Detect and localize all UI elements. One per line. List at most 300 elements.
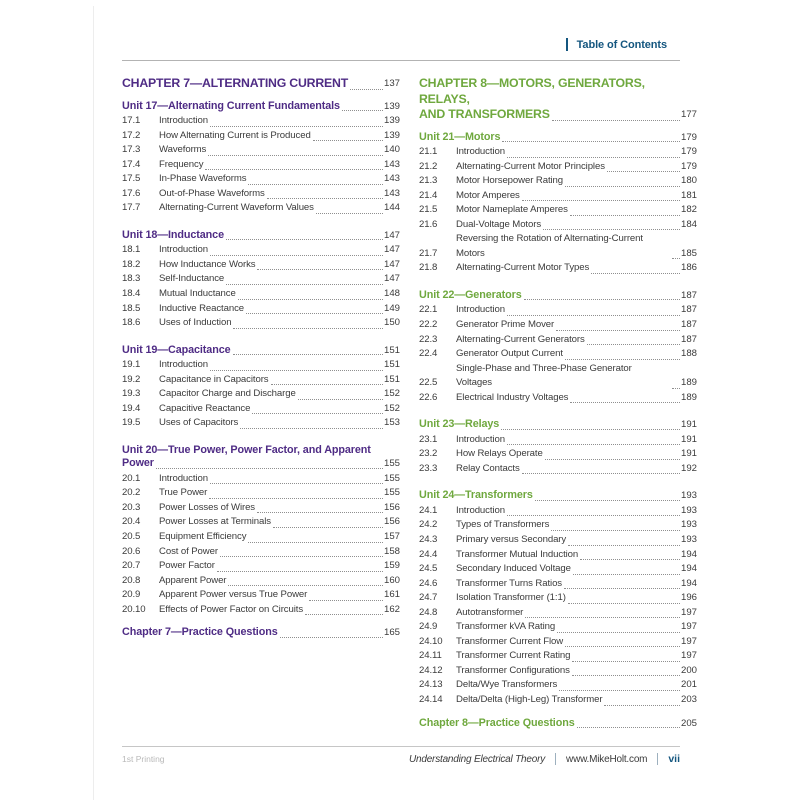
toc-entry-item [419, 318, 697, 333]
entry-title: Unit 22—Generators [419, 288, 522, 301]
entry-title: Motor Nameplate Amperes [456, 204, 568, 216]
toc-entry-item [122, 486, 400, 501]
toc-entry-item [419, 261, 697, 276]
entry-title: Unit 17—Alternating Current Fundamentals [122, 99, 340, 112]
toc-entry-item [122, 373, 400, 388]
toc-entry-item [419, 391, 697, 406]
entry-page-number: 147 [383, 273, 400, 285]
entry-number: 24.8 [419, 606, 438, 618]
entry-number: 17.1 [122, 115, 141, 126]
dot-leader [267, 198, 383, 199]
dot-leader [543, 229, 680, 230]
entry-page-number: 187 [680, 304, 697, 316]
entry-page-number: 182 [680, 204, 697, 216]
entry-title: How Alternating Current is Produced [159, 129, 311, 141]
entry-page-number: 193 [680, 519, 697, 531]
dot-leader [316, 213, 383, 214]
entry-page-number: 139 [383, 100, 400, 112]
entry-page-number: 194 [680, 577, 697, 589]
toc-entry-item [419, 232, 697, 261]
entry-number: 21.8 [419, 262, 438, 274]
dot-leader [568, 545, 680, 546]
page-edge-line [93, 6, 94, 800]
toc-entry-item [419, 562, 697, 577]
entry-number: 20.4 [122, 516, 141, 528]
entry-page-number: 205 [680, 717, 697, 729]
entry-page-number: 192 [680, 462, 697, 474]
toc-entry-item [122, 416, 400, 431]
toc-entry-item [122, 258, 400, 273]
toc-entry-unit [419, 289, 697, 303]
dot-leader [233, 354, 383, 355]
entry-number: 24.7 [419, 592, 438, 604]
entry-number: 24.1 [419, 504, 438, 516]
entry-title: Primary versus Secondary [456, 533, 567, 545]
entry-title: Delta/Delta (High-Leg) Transformer [456, 694, 603, 705]
entry-number: 18.2 [122, 258, 141, 270]
dot-leader [233, 328, 383, 329]
entry-title: Introduction [456, 304, 505, 316]
toc-entry-practice [122, 626, 400, 640]
entry-page-number: 149 [383, 302, 400, 314]
entry-title: Relay Contacts [456, 462, 520, 474]
entry-number: 22.5 [419, 377, 438, 389]
entry-page-number: 143 [383, 158, 400, 170]
entry-page-number: 191 [680, 433, 697, 445]
dot-leader [524, 299, 680, 300]
entry-page-number: 156 [383, 501, 400, 513]
entry-page-number: 193 [680, 504, 697, 516]
entry-number: 24.14 [419, 694, 443, 705]
entry-page-number: 194 [680, 563, 697, 575]
entry-page-number: 152 [383, 402, 400, 414]
toc-entry-item [122, 530, 400, 545]
toc-column-left [122, 76, 400, 640]
toc-entry-item [419, 218, 697, 233]
entry-title: How Relays Operate [456, 448, 543, 460]
toc-entry-item [122, 358, 400, 373]
toc-entry-item [419, 347, 697, 362]
entry-page-number: 147 [383, 229, 400, 241]
entry-number: 17.5 [122, 173, 141, 185]
entry-title: Secondary Induced Voltage [456, 563, 571, 575]
entry-number: 24.13 [419, 679, 443, 691]
toc-entry-item [122, 272, 400, 287]
dot-leader [525, 617, 680, 618]
toc-entry-item [122, 387, 400, 402]
toc-entry-unit [419, 131, 697, 145]
entry-number: 20.7 [122, 560, 141, 572]
entry-title: Transformer Configurations [456, 664, 570, 676]
entry-page-number: 159 [383, 560, 400, 572]
entry-number: 24.9 [419, 621, 438, 633]
toc-entry-item [122, 302, 400, 317]
entry-page-number: 197 [680, 606, 697, 618]
dot-leader [507, 515, 680, 516]
entry-page-number: 148 [383, 287, 400, 299]
dot-leader [273, 527, 383, 528]
toc-entry-item [122, 559, 400, 574]
dot-leader [604, 705, 680, 706]
dot-leader [210, 483, 383, 484]
dot-leader [209, 498, 383, 499]
entry-page-number: 193 [680, 533, 697, 545]
dot-leader [577, 727, 680, 728]
entry-title: Transformer kVA Rating [456, 621, 556, 633]
dot-leader [210, 255, 383, 256]
entry-number: 21.7 [419, 247, 438, 259]
entry-number: 24.10 [419, 635, 443, 647]
entry-number: 22.6 [419, 391, 438, 403]
dot-leader [228, 585, 383, 586]
entry-number: 19.5 [122, 417, 141, 429]
toc-entry-item [122, 172, 400, 187]
dot-leader [298, 399, 383, 400]
entry-title: Waveforms [159, 144, 207, 156]
entry-title: Dual-Voltage Motors [456, 218, 542, 230]
entry-page-number: 151 [383, 344, 400, 356]
entry-number: 17.6 [122, 187, 141, 199]
dot-leader [240, 428, 383, 429]
dot-leader [342, 110, 383, 111]
entry-title: Reversing the Rotation of Alternating-Current Motors [456, 233, 643, 259]
entry-title: Capacitive Reactance [159, 402, 251, 414]
entry-number: 19.1 [122, 359, 141, 371]
entry-title: Capacitor Charge and Discharge [159, 388, 296, 400]
entry-title: Power Losses of Wires [159, 501, 256, 513]
dot-leader [246, 313, 383, 314]
toc-entry-item [419, 203, 697, 218]
toc-entry-item [122, 243, 400, 258]
toc-entry-item [122, 501, 400, 516]
entry-page-number: 158 [383, 545, 400, 557]
dot-leader [313, 140, 383, 141]
entry-title: True Power [159, 487, 208, 499]
entry-number: 20.6 [122, 545, 141, 557]
entry-page-number: 186 [680, 262, 697, 274]
entry-title: Introduction [159, 115, 208, 126]
dot-leader [557, 632, 680, 633]
entry-title: Effects of Power Factor on Circuits [159, 603, 304, 615]
toc-entry-item [419, 533, 697, 548]
toc-entry-item [122, 603, 400, 618]
entry-page-number: 180 [680, 175, 697, 187]
entry-page-number: 184 [680, 218, 697, 230]
footer-separator-bar [657, 753, 658, 765]
entry-number: 22.3 [419, 333, 438, 345]
entry-number: 17.7 [122, 202, 141, 214]
toc-entry-item [122, 472, 400, 487]
entry-page-number: 160 [383, 574, 400, 586]
toc-entry-item [419, 462, 697, 477]
entry-title: Unit 23—Relays [419, 418, 500, 431]
dot-leader [280, 637, 383, 638]
toc-entry-unit [122, 444, 400, 471]
dot-leader [226, 284, 383, 285]
entry-page-number: 185 [680, 247, 697, 259]
entry-title: Types of Transformers [456, 519, 550, 531]
dot-leader [559, 690, 680, 691]
entry-number: 17.3 [122, 144, 141, 156]
entry-page-number: 162 [383, 603, 400, 615]
entry-number: 24.6 [419, 577, 438, 589]
toc-entry-item [419, 606, 697, 621]
entry-title: Introduction [159, 472, 208, 484]
entry-page-number: 187 [680, 289, 697, 301]
entry-number: 23.2 [419, 448, 438, 460]
dot-leader [208, 155, 383, 156]
toc-entry-item [419, 433, 697, 448]
entry-page-number: 187 [680, 318, 697, 330]
entry-number: 21.1 [419, 146, 438, 157]
entry-title: Generator Prime Mover [456, 318, 555, 330]
entry-page-number: 191 [680, 448, 697, 460]
entry-number: 24.4 [419, 548, 438, 560]
dot-leader [210, 370, 383, 371]
entry-number: 20.2 [122, 487, 141, 499]
entry-number: 21.3 [419, 175, 438, 187]
dot-leader [522, 473, 680, 474]
dot-leader [271, 384, 383, 385]
entry-title: Chapter 8—Practice Questions [419, 716, 575, 729]
entry-number: 19.3 [122, 388, 141, 400]
entry-title: Mutual Inductance [159, 287, 236, 299]
entry-title: Unit 21—Motors [419, 130, 501, 143]
entry-number: 19.4 [122, 402, 141, 414]
toc-entry-item [122, 545, 400, 560]
entry-page-number: 137 [383, 78, 400, 89]
dot-leader [220, 556, 383, 557]
entry-page-number: 177 [680, 109, 697, 120]
dot-leader [535, 500, 680, 501]
toc-entry-item [419, 303, 697, 318]
entry-page-number: 151 [383, 373, 400, 385]
toc-entry-unit [419, 418, 697, 432]
toc-entry-item [419, 620, 697, 635]
dot-leader [570, 215, 680, 216]
entry-page-number: 197 [680, 635, 697, 647]
dot-leader [507, 157, 680, 158]
entry-page-number: 200 [680, 664, 697, 676]
entry-title: Capacitance in Capacitors [159, 373, 269, 385]
entry-title: Transformer Current Flow [456, 635, 564, 647]
entry-number: 21.5 [419, 204, 438, 216]
entry-title: Alternating-Current Generators [456, 333, 585, 345]
toc-entry-item [419, 174, 697, 189]
entry-number: 20.1 [122, 472, 141, 484]
dot-leader [238, 299, 383, 300]
toc-entry-unit [122, 100, 400, 114]
toc-entry-item [419, 548, 697, 563]
entry-title: Introduction [159, 244, 208, 256]
entry-page-number: 191 [680, 419, 697, 431]
entry-number: 23.3 [419, 462, 438, 474]
page-header [122, 38, 680, 51]
dot-leader [570, 402, 680, 403]
entry-title: Transformer Turns Ratios [456, 577, 563, 589]
entry-number: 20.3 [122, 501, 141, 513]
dot-leader [565, 359, 680, 360]
entry-page-number: 156 [383, 516, 400, 528]
dot-leader [507, 315, 680, 316]
dot-leader [257, 512, 383, 513]
dot-leader [309, 600, 383, 601]
entry-title: Uses of Induction [159, 317, 232, 329]
entry-page-number: 203 [680, 694, 697, 705]
entry-title: Autotransformer [456, 606, 524, 618]
toc-entry-item [419, 145, 697, 160]
footer-website: www.MikeHolt.com [566, 753, 648, 765]
entry-number: 22.2 [419, 318, 438, 330]
entry-number: 24.11 [419, 650, 442, 662]
toc-entry-item [419, 678, 697, 693]
dot-leader [564, 588, 680, 589]
footer-rule [122, 746, 680, 747]
entry-page-number: 155 [383, 472, 400, 484]
toc-entry-unit [122, 344, 400, 358]
entry-page-number: 152 [383, 388, 400, 400]
dot-leader [248, 542, 383, 543]
entry-title: Introduction [159, 359, 208, 371]
dot-leader [572, 675, 680, 676]
dot-leader [672, 388, 680, 389]
entry-title: Electrical Industry Voltages [456, 391, 569, 403]
entry-title: Unit 19—Capacitance [122, 343, 231, 356]
entry-page-number: 157 [383, 531, 400, 543]
entry-page-number: 197 [680, 650, 697, 662]
dot-leader [501, 429, 680, 430]
entry-title: Alternating-Current Motor Principles [456, 160, 605, 172]
entry-page-number: 151 [383, 359, 400, 371]
page-footer [122, 751, 680, 767]
entry-page-number: 187 [680, 333, 697, 345]
entry-title: Apparent Power versus True Power [159, 589, 308, 601]
dot-leader [305, 614, 383, 615]
dot-leader [210, 126, 383, 127]
toc-entry-item [419, 504, 697, 519]
toc-entry-item [122, 574, 400, 589]
footer-page-number: vii [668, 753, 680, 765]
entry-page-number: 155 [383, 458, 400, 470]
entry-title: Introduction [456, 146, 505, 157]
entry-page-number: 181 [680, 189, 697, 201]
header-title: Table of Contents [576, 38, 667, 51]
entry-number: 22.1 [419, 304, 438, 316]
entry-title: Frequency [159, 158, 204, 170]
toc-entry-unit [122, 229, 400, 243]
entry-title-line: CHAPTER 8—MOTORS, GENERATORS, RELAYS, [419, 76, 645, 106]
dot-leader [587, 344, 680, 345]
dot-leader [502, 141, 680, 142]
entry-title: Chapter 7—Practice Questions [122, 626, 278, 639]
entry-page-number: 147 [383, 258, 400, 270]
footer-book-title: Understanding Electrical Theory [408, 753, 546, 765]
toc-entry-item [122, 287, 400, 302]
dot-leader [217, 571, 383, 572]
entry-title: Power [122, 457, 154, 470]
dot-leader [522, 200, 680, 201]
entry-page-number: 201 [680, 679, 697, 691]
dot-leader [672, 258, 680, 259]
entry-number: 19.2 [122, 373, 141, 385]
entry-page-number: 139 [383, 129, 400, 141]
entry-number: 18.3 [122, 273, 141, 285]
entry-number: 18.1 [122, 244, 141, 256]
dot-leader [552, 120, 680, 121]
toc-entry-item [419, 189, 697, 204]
toc-entry-item [122, 158, 400, 173]
toc-entry-item [419, 664, 697, 679]
toc-entry-item [122, 515, 400, 530]
toc-entry-item [419, 447, 697, 462]
entry-title: Introduction [456, 433, 505, 445]
entry-page-number: 189 [680, 391, 697, 403]
toc-entry-item [419, 362, 697, 391]
dot-leader [565, 186, 680, 187]
entry-title: Power Factor [159, 560, 215, 572]
toc-entry-item [122, 201, 400, 216]
entry-title: Alternating-Current Motor Types [456, 262, 590, 274]
entry-page-number: 139 [383, 115, 400, 126]
dot-leader [545, 459, 680, 460]
toc-entry-item [419, 649, 697, 664]
entry-title: Delta/Wye Transformers [456, 679, 558, 691]
entry-number: 17.2 [122, 129, 141, 141]
entry-number: 21.4 [419, 189, 438, 201]
entry-number: 20.8 [122, 574, 141, 586]
entry-number: 22.4 [419, 348, 438, 360]
entry-title: Transformer Current Rating [456, 650, 571, 662]
entry-title: Out-of-Phase Waveforms [159, 187, 265, 199]
toc-entry-item [122, 187, 400, 202]
entry-title: Introduction [456, 504, 505, 516]
entry-number: 20.9 [122, 589, 141, 601]
entry-title: Inductive Reactance [159, 302, 245, 314]
dot-leader [580, 559, 680, 560]
entry-number: 24.5 [419, 563, 438, 575]
entry-number: 17.4 [122, 158, 141, 170]
dot-leader [507, 444, 680, 445]
toc-entry-practice [419, 717, 697, 731]
entry-number: 21.6 [419, 218, 438, 230]
entry-title: Alternating-Current Waveform Values [159, 202, 314, 214]
entry-title-line: Unit 20—True Power, Power Factor, and Apparent [122, 443, 371, 456]
dot-leader [572, 661, 680, 662]
entry-title: Single-Phase and Three-Phase Generator Voltages [456, 362, 632, 389]
toc-entry-chapter [122, 76, 400, 92]
toc-entry-item [419, 518, 697, 533]
entry-page-number: 150 [383, 317, 400, 329]
toc-entry-unit [419, 489, 697, 503]
entry-page-number: 188 [680, 348, 697, 360]
toc-entry-item [122, 402, 400, 417]
entry-number: 18.5 [122, 302, 141, 314]
header-separator-bar [566, 38, 568, 51]
entry-title: Uses of Capacitors [159, 417, 239, 429]
dot-leader [556, 330, 680, 331]
toc-entry-chapter [419, 76, 697, 123]
entry-title: Isolation Transformer (1:1) [456, 592, 566, 604]
entry-title: Power Losses at Terminals [159, 516, 271, 528]
entry-page-number: 143 [383, 173, 400, 185]
entry-page-number: 143 [383, 187, 400, 199]
footer-printing-note: 1st Printing [122, 754, 165, 764]
dot-leader [568, 603, 680, 604]
entry-title: In-Phase Waveforms [159, 173, 247, 185]
footer-separator-bar [555, 753, 556, 765]
dot-leader [257, 269, 383, 270]
dot-leader [591, 273, 680, 274]
